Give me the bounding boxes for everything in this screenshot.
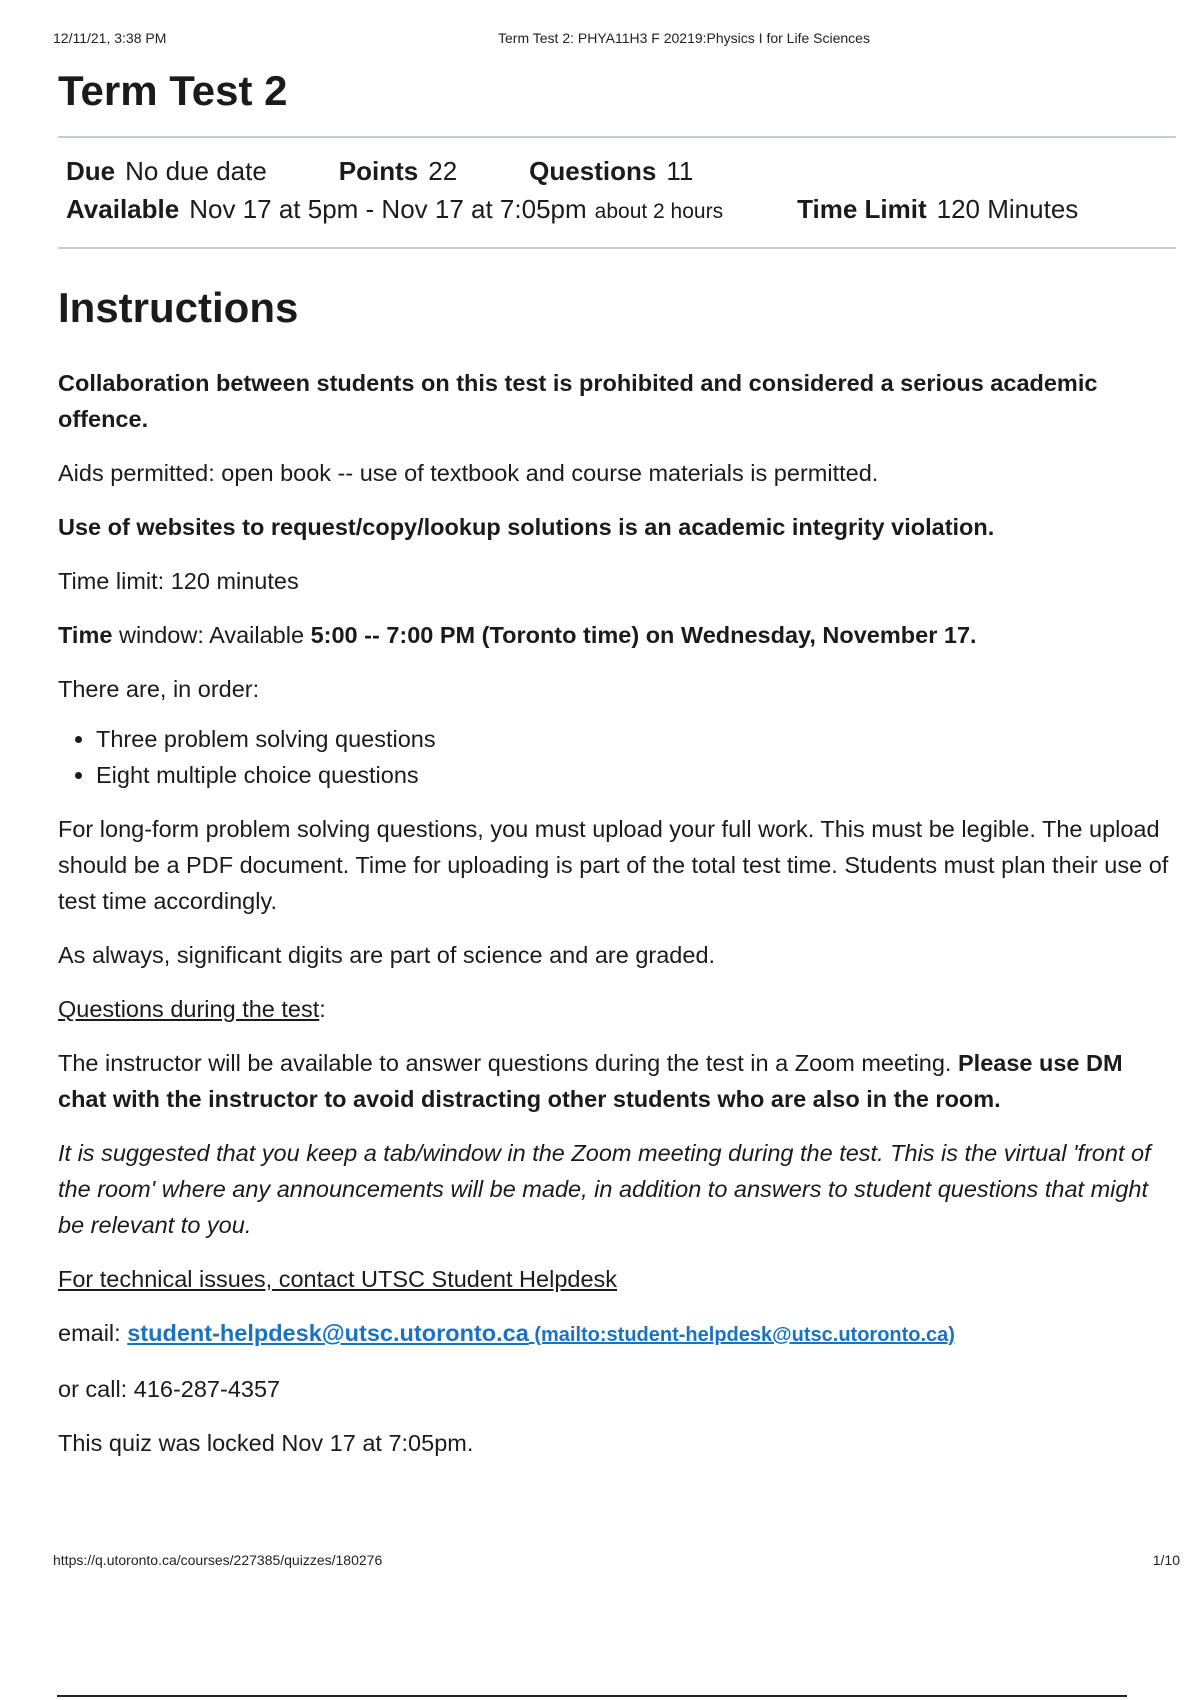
questions-during-test xyxy=(58,991,1176,1027)
zoom-tab-suggestion: It is suggested that you keep a tab/window in the Zoom meeting during the test. This is the virtual 'front of the room' where any announcements will be made, in addition to answers to student questions that might be relevant to you. xyxy=(58,1140,1151,1238)
available-value: Nov 17 at 5pm - Nov 17 at 7:05pm xyxy=(189,194,587,224)
list-item: • Three problem solving questions xyxy=(96,721,1176,757)
print-footer xyxy=(53,1552,1180,1568)
questions-heading-colon: : xyxy=(319,996,326,1022)
instructions-body xyxy=(58,365,1176,1461)
details-row-2 xyxy=(66,190,1168,231)
points-value: 22 xyxy=(428,156,458,186)
instructions-heading: Instructions xyxy=(58,284,299,331)
page-divider xyxy=(57,1695,1127,1697)
quiz-locked-notice: This quiz was locked Nov 17 at 7:05pm. xyxy=(58,1430,474,1456)
helpdesk-email xyxy=(58,1315,1176,1353)
time-window xyxy=(58,617,1176,653)
details-row-1 xyxy=(66,152,1168,190)
print-url: https://q.utoronto.ca/courses/227385/quizzes/180276 xyxy=(53,1552,383,1568)
collaboration-notice: Collaboration between students on this test is prohibited and considered a serious academic offence. xyxy=(58,370,1098,432)
helpdesk-mailto-link[interactable]: (mailto:student-helpdesk@utsc.utoronto.ca) xyxy=(528,1324,955,1346)
print-datetime: 12/11/21, 3:38 PM xyxy=(53,30,167,46)
aids-permitted: Aids permitted: open book -- use of textbook and course materials is permitted. xyxy=(58,460,879,486)
helpdesk-email-link[interactable]: student-helpdesk@utsc.utoronto.ca xyxy=(127,1320,529,1346)
time-window-label: Time xyxy=(58,622,113,648)
zoom-plain: The instructor will be available to answer questions during the test in a Zoom meeting. xyxy=(58,1050,958,1076)
tech-issues-heading: For technical issues, contact UTSC Student Helpdesk xyxy=(58,1266,618,1292)
quiz-content xyxy=(58,64,1176,1479)
helpdesk-phone: or call: 416-287-4357 xyxy=(58,1376,281,1402)
time-window-value: 5:00 -- 7:00 PM (Toronto time) on Wednesday, November 17. xyxy=(310,622,977,648)
questions-heading: Questions during the test xyxy=(58,996,320,1022)
questions-value: 11 xyxy=(666,156,694,186)
due-value: No due date xyxy=(125,156,267,186)
websites-notice: Use of websites to request/copy/lookup solutions is an academic integrity violation. xyxy=(58,514,995,540)
zoom-availability xyxy=(58,1045,1176,1117)
time-window-rest: window: Available xyxy=(112,622,311,648)
points-label: Points xyxy=(338,156,419,186)
long-form-instructions: For long-form problem solving questions, you must upload your full work. This must be legible. The upload should be a PDF document. Time for uploading is part of the total test time. Students must plan their use of test time accordingly. xyxy=(58,816,1169,914)
sig-digits-note: As always, significant digits are part of science and are graded. xyxy=(58,942,716,968)
question-order-list xyxy=(58,721,1176,793)
page-number: 1/10 xyxy=(1152,1552,1180,1568)
zoom-dm-notice: Please use DM chat with the instructor to avoid distracting other students who are also in the room. xyxy=(58,1050,1123,1112)
due-label: Due xyxy=(66,156,116,186)
time-limit-label: Time Limit xyxy=(797,194,927,224)
time-limit-text: Time limit: 120 minutes xyxy=(58,568,299,594)
questions-label: Questions xyxy=(529,156,657,186)
email-label: email: xyxy=(58,1320,128,1346)
quiz-details xyxy=(58,136,1176,249)
time-limit-value: 120 Minutes xyxy=(936,194,1079,224)
list-item: • Eight multiple choice questions xyxy=(96,757,1176,793)
print-doc-title: Term Test 2: PHYA11H3 F 20219:Physics I for Life Sciences xyxy=(498,30,870,46)
order-intro: There are, in order: xyxy=(58,676,260,702)
available-duration: about 2 hours xyxy=(594,200,724,223)
available-label: Available xyxy=(66,194,180,224)
quiz-title: Term Test 2 xyxy=(58,67,288,114)
